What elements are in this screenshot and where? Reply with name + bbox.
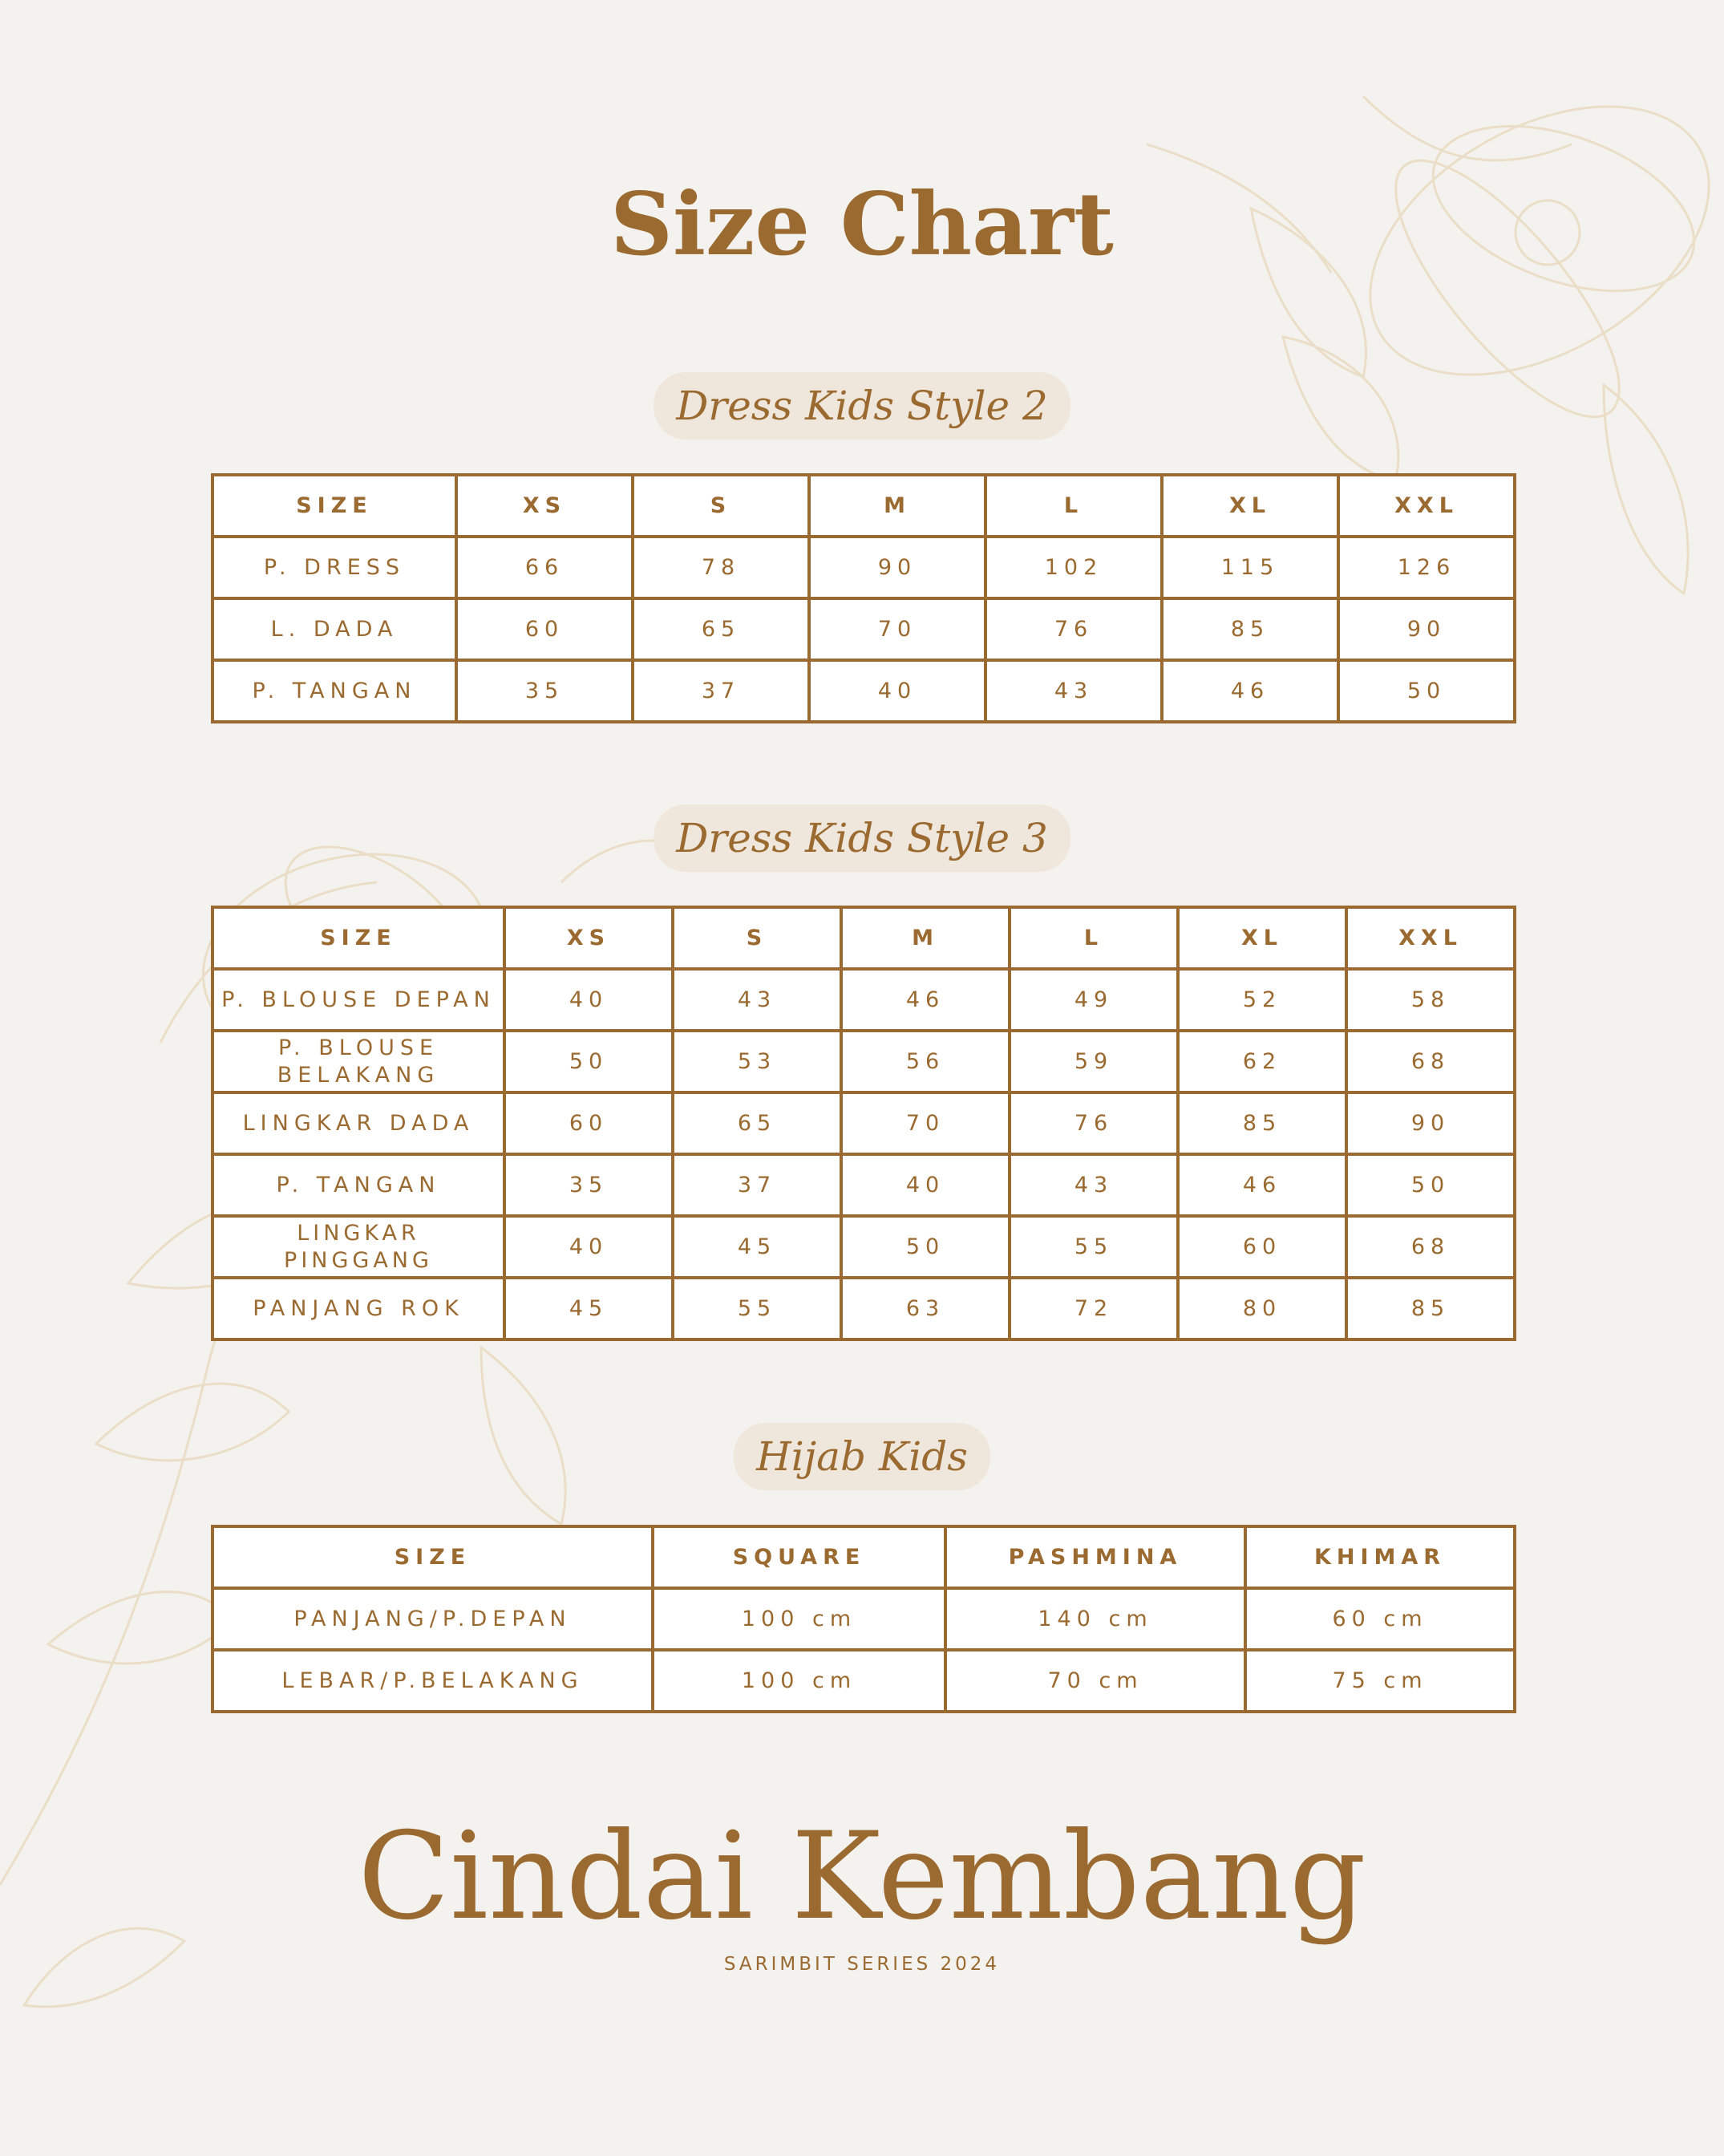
table-cell: 60 cm (1245, 1588, 1515, 1650)
table-cell: 76 (1010, 1092, 1178, 1154)
table-cell: 58 (1346, 969, 1515, 1031)
page-title: Size Chart (610, 174, 1114, 275)
table-cell: 62 (1178, 1031, 1346, 1092)
table-cell: 75 cm (1245, 1650, 1515, 1712)
table-cell: 40 (841, 1154, 1010, 1216)
table-cell: 46 (1178, 1154, 1346, 1216)
table-row (212, 537, 1515, 598)
table-cell: 46 (1162, 660, 1338, 722)
table-cell: 102 (985, 537, 1162, 598)
header-cell: KHIMAR (1245, 1526, 1515, 1588)
header-cell: XXL (1338, 475, 1515, 537)
table-cell: 63 (841, 1278, 1010, 1339)
header-cell: XL (1162, 475, 1338, 537)
header-cell: L (985, 475, 1162, 537)
table-cell: 90 (809, 537, 985, 598)
table-cell: 126 (1338, 537, 1515, 598)
header-cell: SQUARE (653, 1526, 945, 1588)
header-cell: M (809, 475, 985, 537)
section-heading-dress-kids-style-2: Dress Kids Style 2 (654, 372, 1070, 440)
table-header-row (212, 475, 1515, 537)
table-cell: 100 cm (653, 1650, 945, 1712)
table-cell: 45 (504, 1278, 673, 1339)
row-label: P. TANGAN (212, 660, 456, 722)
header-cell: XXL (1346, 907, 1515, 969)
row-label: LINGKAR PINGGANG (212, 1216, 504, 1278)
table-cell: 68 (1346, 1216, 1515, 1278)
table-row (212, 660, 1515, 722)
table-cell: 90 (1346, 1092, 1515, 1154)
table-cell: 85 (1346, 1278, 1515, 1339)
section-heading-hijab-kids: Hijab Kids (734, 1423, 990, 1490)
header-cell: SIZE (212, 1526, 653, 1588)
row-label: PANJANG/P.DEPAN (212, 1588, 653, 1650)
table-cell: 46 (841, 969, 1010, 1031)
row-label: L. DADA (212, 598, 456, 660)
table-cell: 66 (456, 537, 633, 598)
header-cell: S (633, 475, 809, 537)
header-cell: SIZE (212, 475, 456, 537)
table-cell: 43 (1010, 1154, 1178, 1216)
table-cell: 140 cm (945, 1588, 1245, 1650)
table-header-row (212, 1526, 1515, 1588)
table-cell: 37 (673, 1154, 841, 1216)
row-label: PANJANG ROK (212, 1278, 504, 1339)
table-cell: 55 (673, 1278, 841, 1339)
table-cell: 40 (809, 660, 985, 722)
header-cell: XS (456, 475, 633, 537)
table-cell: 55 (1010, 1216, 1178, 1278)
table-cell: 50 (1338, 660, 1515, 722)
table-row (212, 969, 1515, 1031)
table-cell: 60 (1178, 1216, 1346, 1278)
size-table-dress-kids-style-3 (211, 906, 1516, 1341)
table-cell: 53 (673, 1031, 841, 1092)
table-cell: 70 cm (945, 1650, 1245, 1712)
size-table-hijab-kids (211, 1525, 1516, 1713)
table-row (212, 1031, 1515, 1092)
row-label: P. TANGAN (212, 1154, 504, 1216)
header-cell: PASHMINA (945, 1526, 1245, 1588)
table-cell: 35 (504, 1154, 673, 1216)
row-label: LEBAR/P.BELAKANG (212, 1650, 653, 1712)
header-cell: SIZE (212, 907, 504, 969)
size-table-dress-kids-style-2 (211, 473, 1516, 723)
table-cell: 100 cm (653, 1588, 945, 1650)
row-label: P. DRESS (212, 537, 456, 598)
row-label: LINGKAR DADA (212, 1092, 504, 1154)
table-cell: 43 (985, 660, 1162, 722)
table-cell: 76 (985, 598, 1162, 660)
header-cell: L (1010, 907, 1178, 969)
header-cell: S (673, 907, 841, 969)
table-row (212, 1588, 1515, 1650)
table-cell: 90 (1338, 598, 1515, 660)
table-row (212, 1154, 1515, 1216)
table-cell: 50 (1346, 1154, 1515, 1216)
table-cell: 60 (504, 1092, 673, 1154)
header-cell: M (841, 907, 1010, 969)
table-cell: 35 (456, 660, 633, 722)
table-cell: 70 (841, 1092, 1010, 1154)
table-cell: 72 (1010, 1278, 1178, 1339)
table-cell: 50 (841, 1216, 1010, 1278)
table-cell: 49 (1010, 969, 1178, 1031)
table-cell: 85 (1178, 1092, 1346, 1154)
brand-logotype: Cindai Kembang (358, 1807, 1366, 1947)
header-cell: XL (1178, 907, 1346, 969)
row-label: P. BLOUSE DEPAN (212, 969, 504, 1031)
table-cell: 59 (1010, 1031, 1178, 1092)
table-row (212, 1092, 1515, 1154)
table-cell: 115 (1162, 537, 1338, 598)
table-row (212, 1216, 1515, 1278)
table-cell: 68 (1346, 1031, 1515, 1092)
table-row (212, 1650, 1515, 1712)
table-cell: 80 (1178, 1278, 1346, 1339)
table-cell: 65 (633, 598, 809, 660)
table-cell: 37 (633, 660, 809, 722)
table-cell: 52 (1178, 969, 1346, 1031)
table-row (212, 598, 1515, 660)
table-cell: 78 (633, 537, 809, 598)
table-row (212, 1278, 1515, 1339)
table-cell: 40 (504, 969, 673, 1031)
section-heading-dress-kids-style-3: Dress Kids Style 3 (654, 804, 1070, 872)
table-cell: 60 (456, 598, 633, 660)
row-label: P. BLOUSE BELAKANG (212, 1031, 504, 1092)
table-cell: 70 (809, 598, 985, 660)
header-cell: XS (504, 907, 673, 969)
table-cell: 43 (673, 969, 841, 1031)
brand-tagline: SARIMBIT SERIES 2024 (723, 1954, 1001, 1975)
table-cell: 56 (841, 1031, 1010, 1092)
table-cell: 85 (1162, 598, 1338, 660)
table-header-row (212, 907, 1515, 969)
table-cell: 50 (504, 1031, 673, 1092)
table-cell: 40 (504, 1216, 673, 1278)
table-cell: 45 (673, 1216, 841, 1278)
table-cell: 65 (673, 1092, 841, 1154)
